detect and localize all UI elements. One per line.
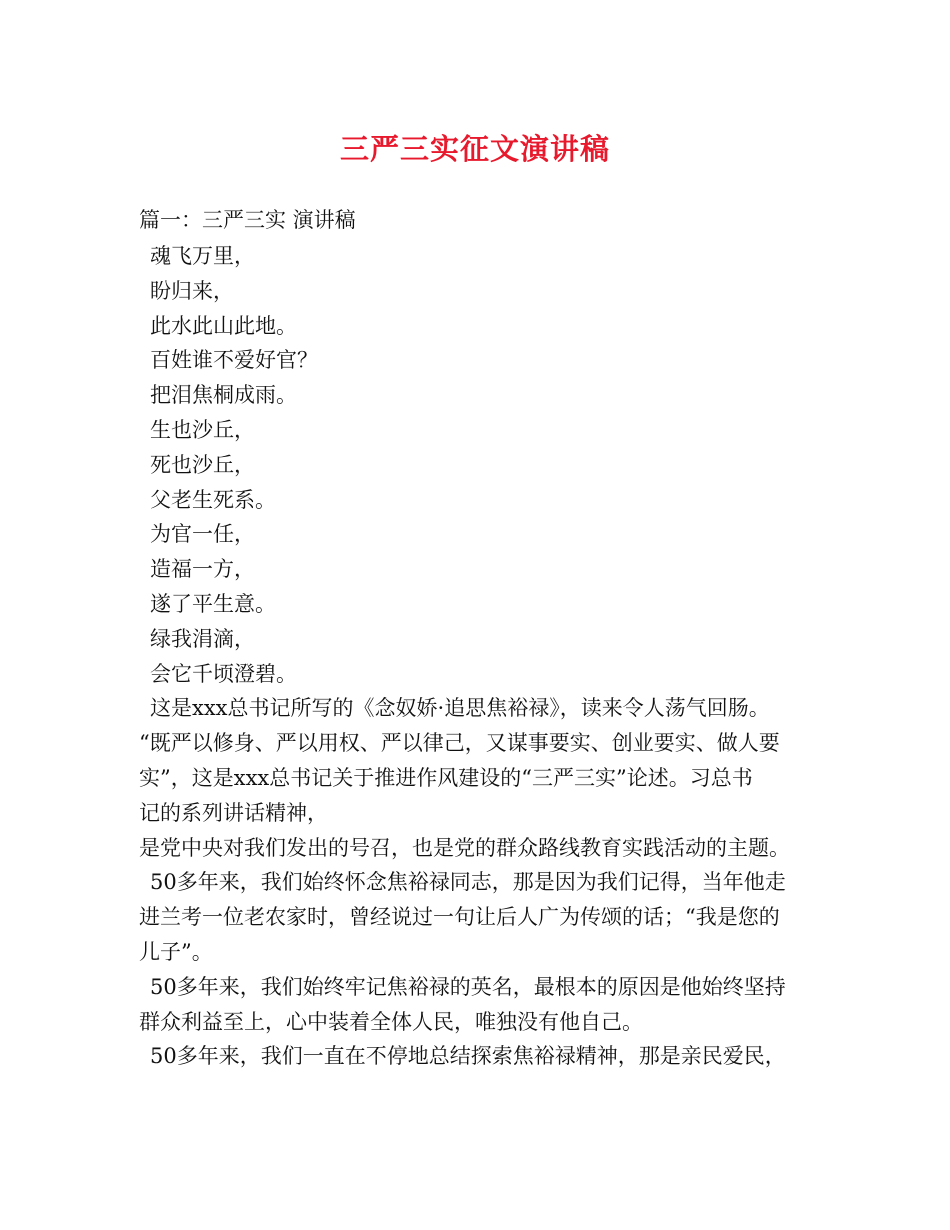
body-line: 生也沙丘， — [150, 417, 255, 442]
body-line: 进兰考一位老农家时，曾经说过一句让后人广为传颂的话；“我是您的 — [139, 905, 780, 930]
body-line: 遂了平生意。 — [150, 591, 276, 616]
body-line: 为官一任， — [150, 522, 255, 547]
document-title: 三严三实征文演讲稿 — [339, 132, 610, 166]
body-line: 是党中央对我们发出的号召，也是党的群众路线教育实践活动的主题。 — [139, 835, 790, 860]
body-line: 50多年来，我们始终怀念焦裕禄同志，那是因为我们记得，当年他走 — [150, 870, 786, 895]
document-body — [139, 239, 829, 1074]
body-line: 实”，这是xxx总书记关于推进作风建设的“三严三实”论述。习总书 — [139, 765, 753, 790]
body-line: 50多年来，我们始终牢记焦裕禄的英名，最根本的原因是他始终坚持 — [150, 974, 786, 999]
body-line: 百姓谁不爱好官？ — [150, 348, 318, 373]
body-line: 记的系列讲话精神， — [139, 800, 328, 825]
body-line: 群众利益至上，心中装着全体人民，唯独没有他自己。 — [139, 1009, 643, 1034]
body-line: 死也沙丘， — [150, 452, 255, 477]
body-line: “既严以修身、严以用权、严以律己，又谋事要实、创业要实、做人要 — [139, 731, 780, 756]
body-line: 此水此山此地。 — [150, 313, 297, 338]
section-heading: 篇一：三严三实 演讲稿 — [139, 208, 356, 232]
body-line: 50多年来，我们一直在不停地总结探索焦裕禄精神，那是亲民爱民， — [150, 1044, 786, 1069]
body-line: 把泪焦桐成雨。 — [150, 383, 297, 408]
body-line: 绿我涓滴， — [150, 626, 255, 651]
body-line: 父老生死系。 — [150, 487, 276, 512]
body-line: 会它千顷澄碧。 — [150, 661, 297, 686]
body-line: 魂飞万里， — [150, 244, 255, 268]
body-line: 儿子”。 — [139, 939, 213, 964]
body-line: 这是xxx总书记所写的《念奴娇·追思焦裕禄》，读来令人荡气回肠。 — [150, 696, 770, 721]
body-line: 造福一方， — [150, 557, 255, 582]
body-line: 盼归来， — [150, 278, 234, 303]
